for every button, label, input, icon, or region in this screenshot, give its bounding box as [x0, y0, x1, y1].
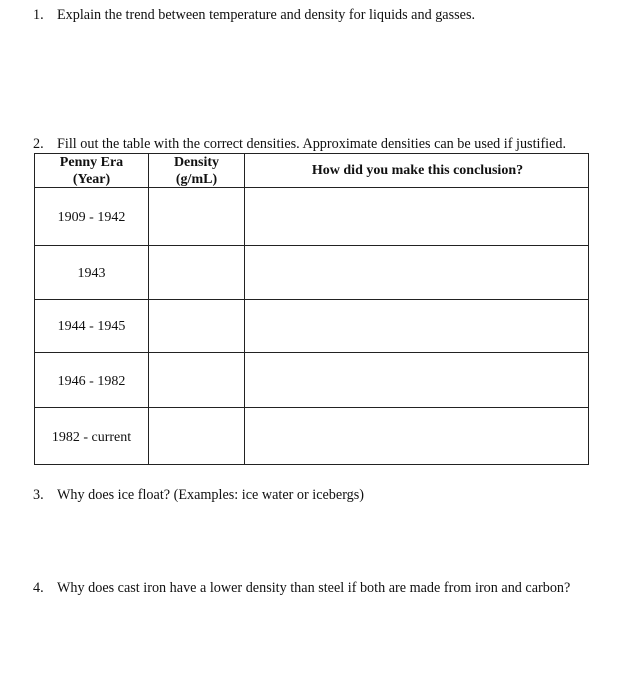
header-density-line1: Density [173, 155, 220, 170]
row-2-density-cell[interactable] [149, 246, 244, 299]
row-1-conclusion-cell[interactable] [245, 188, 590, 245]
question-3 [33, 484, 364, 506]
header-penny-era [35, 154, 148, 188]
question-1-number: 1. [33, 7, 44, 23]
question-1-text: Explain the trend between temperature and density for liquids and gasses. [57, 7, 476, 23]
row-4-era: 1946 - 1982 [57, 374, 126, 389]
question-4-text: Why does cast iron have a lower density than steel if both are made from iron and carbon? [57, 580, 571, 596]
row-1-density-cell[interactable] [149, 188, 244, 245]
question-1 [33, 4, 475, 26]
row-3-density-cell[interactable] [149, 300, 244, 352]
question-2-text: Fill out the table with the correct densities. Approximate densities can be used if justified. [57, 136, 567, 152]
row-2-conclusion-cell[interactable] [245, 246, 590, 299]
row-2-era: 1943 [77, 266, 106, 281]
row-4-density-cell[interactable] [149, 353, 244, 407]
row-3-era: 1944 - 1945 [57, 319, 126, 334]
header-density [149, 154, 244, 188]
density-table [34, 153, 589, 465]
question-3-text: Why does ice float? (Examples: ice water or icebergs) [57, 487, 364, 503]
question-2-number: 2. [33, 136, 44, 152]
row-1-era: 1909 - 1942 [57, 210, 126, 225]
row-5-density-cell[interactable] [149, 408, 244, 464]
question-4-number: 4. [33, 580, 44, 596]
question-4 [33, 577, 573, 599]
header-density-line2: (g/mL) [175, 172, 218, 187]
header-penny-era-line2: (Year) [72, 172, 111, 187]
question-3-number: 3. [33, 487, 44, 503]
row-4-conclusion-cell[interactable] [245, 353, 590, 407]
row-5-era: 1982 - current [51, 430, 132, 445]
question-2 [33, 133, 566, 155]
row-3-conclusion-cell[interactable] [245, 300, 590, 352]
header-conclusion: How did you make this conclusion? [311, 163, 524, 178]
header-penny-era-line1: Penny Era [59, 155, 124, 170]
row-5-conclusion-cell[interactable] [245, 408, 590, 464]
